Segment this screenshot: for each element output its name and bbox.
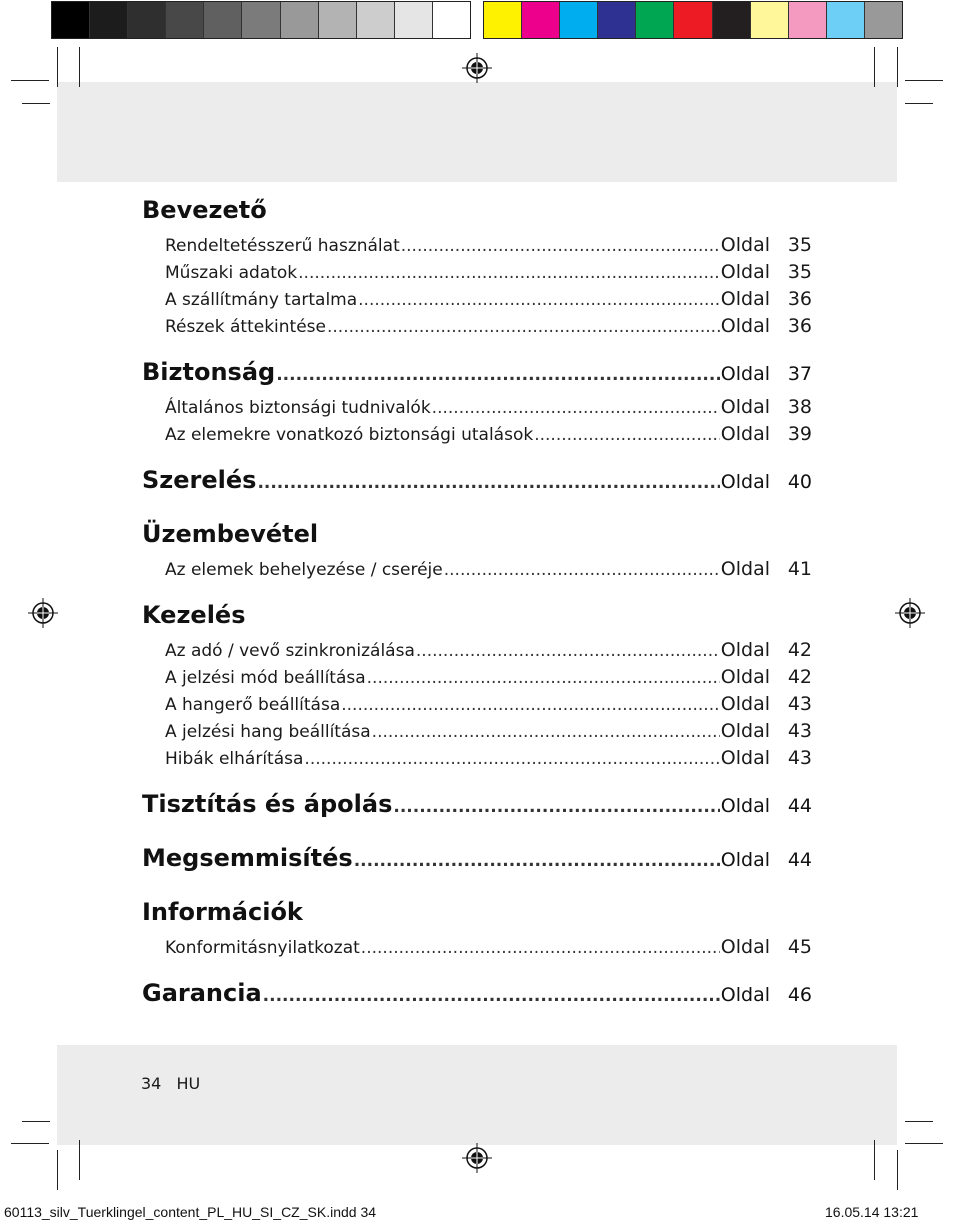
toc-entry <box>142 693 812 720</box>
color-swatch <box>204 2 242 38</box>
page-word: Oldal <box>720 261 770 283</box>
crop-mark <box>11 1143 49 1144</box>
page-number: 36 <box>787 315 812 337</box>
leader-dots <box>401 236 720 256</box>
crop-mark <box>11 80 49 81</box>
section-title: Üzembevétel <box>142 520 319 548</box>
crop-mark <box>905 1121 933 1122</box>
page-number: 34 <box>141 1074 162 1093</box>
process-color-bar <box>483 1 903 39</box>
section-heading <box>142 898 812 936</box>
section-heading <box>142 844 812 882</box>
crop-mark <box>22 103 50 104</box>
leader-dots <box>361 938 720 958</box>
section-heading <box>142 520 812 558</box>
page-word: Oldal <box>720 558 770 580</box>
crop-mark <box>905 103 933 104</box>
leader-dots <box>367 668 720 688</box>
slug-filename: 60113_silv_Tuerklingel_content_PL_HU_SI_CZ_SK.indd 34 <box>4 1204 377 1220</box>
toc-entry <box>142 639 812 666</box>
page-word: Oldal <box>720 396 770 418</box>
page-number: 43 <box>787 693 812 715</box>
page-word: Oldal <box>720 315 770 337</box>
section-heading <box>142 979 812 1017</box>
leader-dots <box>444 560 720 580</box>
color-swatch <box>395 2 433 38</box>
page-word: Oldal <box>720 423 770 445</box>
color-swatch <box>319 2 357 38</box>
color-swatch <box>827 2 865 38</box>
color-swatch <box>522 2 560 38</box>
toc-entry <box>142 315 812 342</box>
toc-section <box>142 466 812 504</box>
section-title: Szerelés <box>142 466 257 494</box>
page-word: Oldal <box>720 288 770 310</box>
leader-dots <box>534 425 720 445</box>
registration-mark-icon <box>895 598 925 628</box>
color-swatch <box>281 2 319 38</box>
leader-dots <box>432 398 720 418</box>
registration-mark-icon <box>462 1143 492 1173</box>
leader-dots <box>276 365 720 385</box>
crop-mark <box>897 47 898 87</box>
section-heading <box>142 358 812 396</box>
toc-section <box>142 979 812 1017</box>
section-title: Tisztítás és ápolás <box>142 790 393 818</box>
crop-mark <box>874 1140 875 1180</box>
entry-label: Részek áttekintése <box>165 317 326 337</box>
section-title: Biztonság <box>142 358 276 386</box>
leader-dots <box>416 641 720 661</box>
crop-mark <box>897 1150 898 1190</box>
entry-label: A szállítmány tartalma <box>165 290 358 310</box>
page-number: 43 <box>787 720 812 742</box>
page-number: 38 <box>787 396 812 418</box>
gray-color-bar <box>51 1 471 39</box>
toc-entry <box>142 666 812 693</box>
section-heading <box>142 790 812 828</box>
entry-label: A hangerő beállítása <box>165 695 341 715</box>
page-word: Oldal <box>720 234 770 256</box>
footer-band <box>57 1045 897 1145</box>
toc-entry <box>142 720 812 747</box>
entry-label: Rendeltetésszerű használat <box>165 236 400 256</box>
color-swatch <box>242 2 280 38</box>
crop-mark <box>57 1150 58 1190</box>
toc-section <box>142 196 812 342</box>
leader-dots <box>327 317 720 337</box>
toc-entry <box>142 423 812 450</box>
toc-entry <box>142 747 812 774</box>
leader-dots <box>341 695 720 715</box>
leader-dots <box>304 749 719 769</box>
leader-dots <box>263 986 720 1006</box>
leader-dots <box>298 263 720 283</box>
slug-datetime: 16.05.14 13:21 <box>825 1204 919 1220</box>
entry-label: Műszaki adatok <box>165 263 298 283</box>
leader-dots <box>358 290 720 310</box>
toc-entry <box>142 396 812 423</box>
color-swatch <box>52 2 90 38</box>
crop-mark <box>57 47 58 87</box>
color-swatch <box>713 2 751 38</box>
page-word: Oldal <box>720 363 770 385</box>
color-swatch <box>128 2 166 38</box>
page-number: 35 <box>787 261 812 283</box>
section-heading <box>142 466 812 504</box>
color-swatch <box>598 2 636 38</box>
leader-dots <box>393 797 719 817</box>
page-footer <box>141 1074 210 1093</box>
page-word: Oldal <box>720 471 770 493</box>
entry-label: Általános biztonsági tudnivalók <box>165 398 431 418</box>
toc-section <box>142 844 812 882</box>
crop-mark <box>22 1121 50 1122</box>
entry-label: Az elemekre vonatkozó biztonsági utalások <box>165 425 534 445</box>
page-number: 45 <box>787 936 812 958</box>
page-number: 39 <box>787 423 812 445</box>
table-of-contents <box>142 196 812 1033</box>
page-number: 43 <box>787 747 812 769</box>
color-swatch <box>674 2 712 38</box>
entry-label: A jelzési hang beállítása <box>165 722 371 742</box>
entry-label: A jelzési mód beállítása <box>165 668 366 688</box>
toc-section <box>142 898 812 963</box>
language-code: HU <box>176 1074 201 1093</box>
crop-mark <box>79 1140 80 1180</box>
color-swatch <box>751 2 789 38</box>
entry-label: Az elemek behelyezése / cseréje <box>165 560 443 580</box>
entry-label: Hibák elhárítása <box>165 749 304 769</box>
toc-entry <box>142 558 812 585</box>
crop-mark <box>905 80 943 81</box>
page-number: 42 <box>787 666 812 688</box>
section-title: Bevezető <box>142 196 267 224</box>
registration-mark-icon <box>462 53 492 83</box>
page-word: Oldal <box>720 984 770 1006</box>
page-number: 35 <box>787 234 812 256</box>
toc-entry <box>142 288 812 315</box>
toc-entry <box>142 234 812 261</box>
toc-section <box>142 790 812 828</box>
color-swatch <box>789 2 827 38</box>
entry-label: Az adó / vevő szinkronizálása <box>165 641 415 661</box>
color-swatch <box>560 2 598 38</box>
section-heading <box>142 196 812 234</box>
color-swatch <box>865 2 902 38</box>
toc-entry <box>142 936 812 963</box>
toc-section <box>142 601 812 774</box>
page-word: Oldal <box>720 849 770 871</box>
page-word: Oldal <box>720 639 770 661</box>
color-swatch <box>433 2 470 38</box>
toc-entry <box>142 261 812 288</box>
section-title: Kezelés <box>142 601 246 629</box>
page-word: Oldal <box>720 936 770 958</box>
color-swatch <box>484 2 522 38</box>
leader-dots <box>372 722 720 742</box>
page-number: 44 <box>787 795 812 817</box>
page-number: 46 <box>787 984 812 1006</box>
crop-mark <box>79 47 80 87</box>
page-word: Oldal <box>720 795 770 817</box>
leader-dots <box>354 851 720 871</box>
page-word: Oldal <box>720 693 770 715</box>
registration-mark-icon <box>28 598 58 628</box>
page-number: 42 <box>787 639 812 661</box>
color-swatch <box>166 2 204 38</box>
section-heading <box>142 601 812 639</box>
page-word: Oldal <box>720 666 770 688</box>
toc-section <box>142 358 812 450</box>
color-swatch <box>90 2 128 38</box>
crop-mark <box>905 1143 943 1144</box>
page-word: Oldal <box>720 747 770 769</box>
leader-dots <box>257 473 719 493</box>
entry-label: Konformitásnyilatkozat <box>165 938 360 958</box>
section-title: Információk <box>142 898 303 926</box>
crop-mark <box>874 47 875 87</box>
header-band <box>57 82 897 182</box>
page-number: 41 <box>787 558 812 580</box>
section-title: Megsemmisítés <box>142 844 353 872</box>
page-word: Oldal <box>720 720 770 742</box>
page-number: 37 <box>787 363 812 385</box>
color-swatch <box>357 2 395 38</box>
color-swatch <box>636 2 674 38</box>
section-title: Garancia <box>142 979 262 1007</box>
page-number: 44 <box>787 849 812 871</box>
toc-section <box>142 520 812 585</box>
page-number: 36 <box>787 288 812 310</box>
page-number: 40 <box>787 471 812 493</box>
